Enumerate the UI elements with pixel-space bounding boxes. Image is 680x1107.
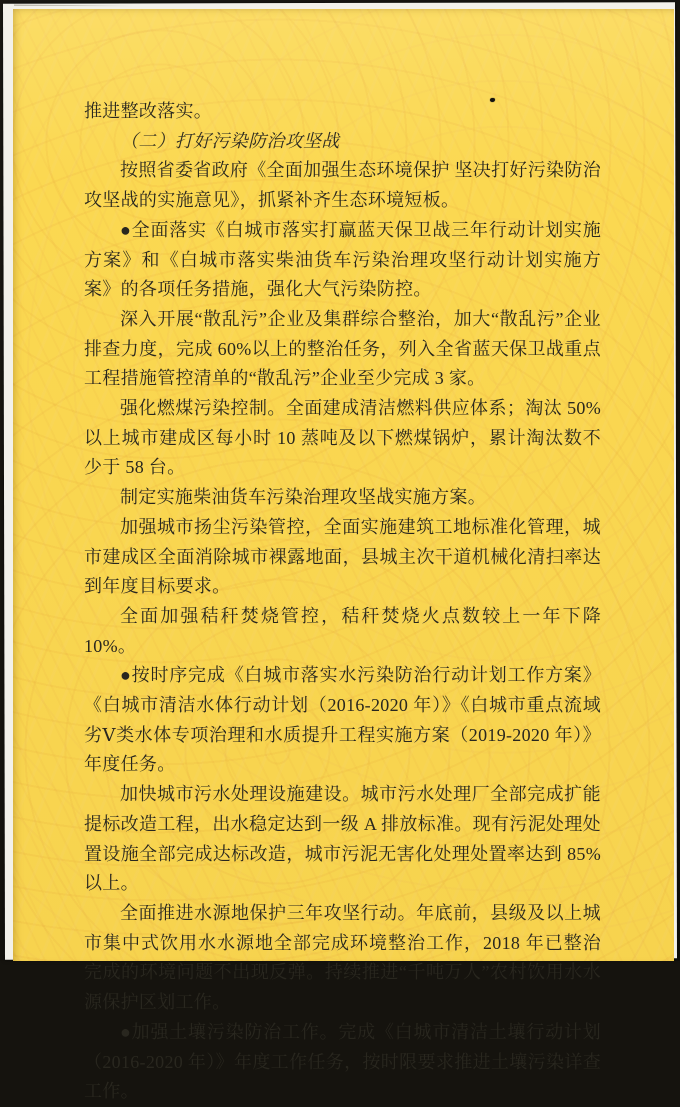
paragraph: ●加强土壤污染防治工作。完成《白城市清洁土壤行动计划（2016-2020 年）》年度工作任务，按时限要求推进土壤污染详查工作。 bbox=[84, 1021, 601, 1102]
paragraph: 制定实施柴油货车污染治理攻坚战实施方案。 bbox=[120, 487, 486, 508]
paper-sheet bbox=[13, 9, 674, 1102]
paragraph: ●全面落实《白城市落实打赢蓝天保卫战三年行动计划实施方案》和《白城市落实柴油货车污染治理攻坚行动计划实施方案》的各项任务措施，强化大气污染防控。 bbox=[84, 219, 601, 300]
paragraph: 加快城市污水处理设施建设。城市污水处理厂全部完成扩能提标改造工程，出水稳定达到一级 A 排放标准。现有污泥处理处置设施全部完成达标改造，城市污泥无害化处理处置率达到 85%以上。 bbox=[84, 784, 601, 894]
paragraph: 强化燃煤污染控制。全面建成清洁燃料供应体系；淘汰 50%以上城市建成区每小时 10 蒸吨及以下燃煤锅炉，累计淘汰数不少于 58 台。 bbox=[84, 398, 601, 478]
paragraph: 推进整改落实。 bbox=[84, 101, 213, 121]
paragraph: 深入开展“散乱污”企业及集群综合整治，加大“散乱污”企业排查力度，完成 60%以上的整治任务，列入全省蓝天保卫战重点工程措施管控清单的“散乱污”企业至少完成 3 家。 bbox=[84, 308, 601, 389]
paragraph: ●按时序完成《白城市落实水污染防治行动计划工作方案》《白城市清洁水体行动计划（2016-2020 年）》《白城市重点流域劣Ⅴ类水体专项治理和水质提升工程实施方案（2019-2020 年）》年度任务。 bbox=[84, 665, 601, 775]
paragraph: 全面加强秸秆焚烧管控，秸秆焚烧火点数较上一年下降 10%。 bbox=[84, 605, 601, 656]
paragraph: 加强城市扬尘污染管控，全面实施建筑工地标准化管理，城市建成区全面消除城市裸露地面，县城主次干道机械化清扫率达到年度目标要求。 bbox=[84, 516, 601, 597]
paragraph: 按照省委省政府《全面加强生态环境保护 坚决打好污染防治攻坚战的实施意见》，抓紧补齐生态环境短板。 bbox=[84, 160, 601, 211]
text-block bbox=[84, 97, 601, 1107]
paragraph: （二）打好污染防治攻坚战 bbox=[120, 130, 340, 151]
paragraph: 全面推进水源地保护三年攻坚行动。年底前，县级及以上城市集中式饮用水水源地全部完成环境整治工作，2018 年已整治完成的环境问题不出现反弹。持续推进“千吨万人”农村饮用水水源保护区划工作。 bbox=[84, 902, 601, 1013]
